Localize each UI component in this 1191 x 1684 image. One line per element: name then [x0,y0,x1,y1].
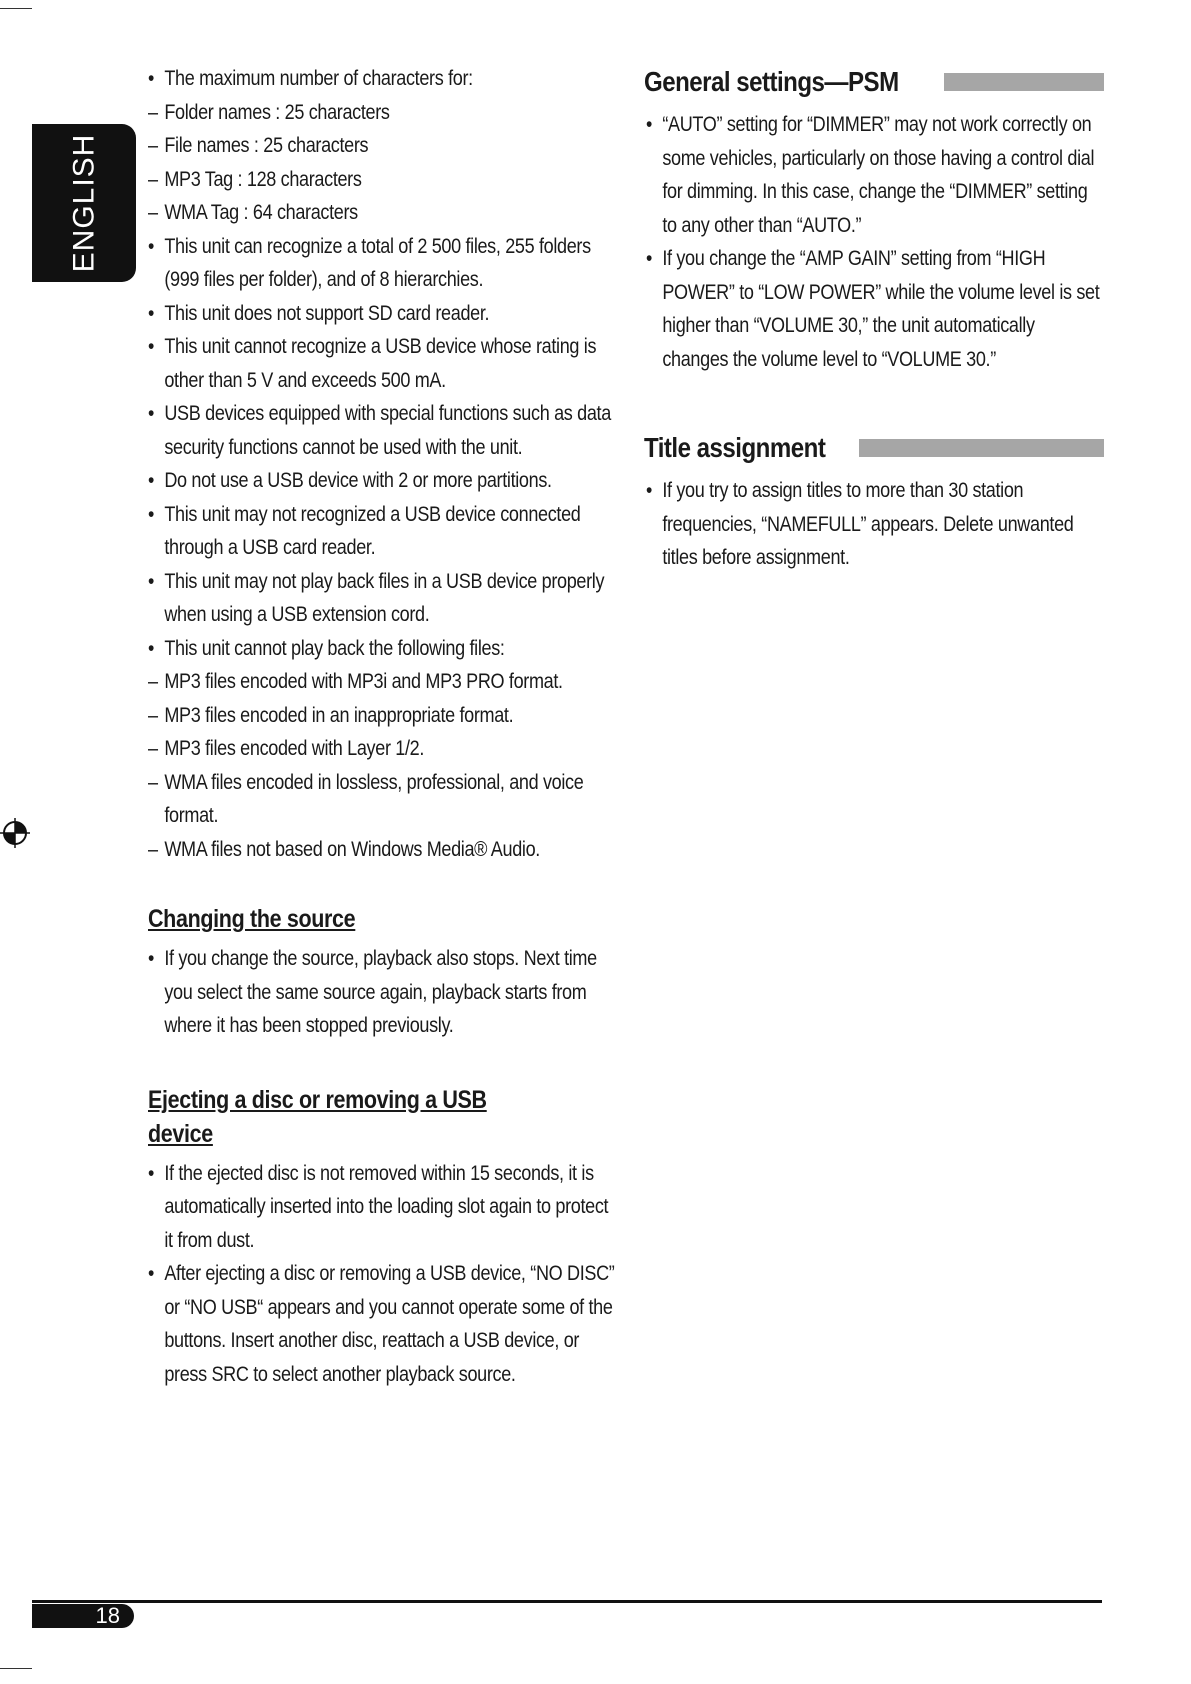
title-assignment-list [646,474,1100,575]
page-number: 18 [32,1604,134,1628]
list-item: • This unit cannot play back the following files: [148,632,617,666]
right-column [646,62,1101,575]
general-settings-list [646,108,1100,376]
list-item: • If you change the source, playback also stops. Next time you select the same source again, playback starts from where it has been stopped previously. [148,942,617,1043]
crop-mark-top [0,8,32,9]
list-item: • “AUTO” setting for “DIMMER” may not work correctly on some vehicles, particularly on those having a control dial for dimming. In this case, change the “DIMMER” setting to any other than “AUTO.” [646,108,1100,242]
general-settings-header [644,62,1104,102]
ejecting-list [148,1157,617,1392]
list-item: • After ejecting a disc or removing a USB device, “NO DISC” or “NO USB“ appears and you cannot operate some of the buttons. Insert another disc, reattach a USB device, or press SRC to select another playback source. [148,1257,617,1391]
list-item: – MP3 files encoded in an inappropriate format. [148,699,617,733]
list-item: – MP3 files encoded with MP3i and MP3 PRO format. [148,665,617,699]
list-item: – MP3 files encoded with Layer 1/2. [148,732,617,766]
title-assignment-header [644,428,1104,468]
language-tab-label: ENGLISH [67,133,100,273]
ejecting-heading: Ejecting a disc or removing a USB device [148,1085,487,1148]
heading-bar [859,439,1104,457]
general-settings-heading: General settings—PSM [644,66,899,97]
crop-mark-bottom [0,1668,32,1669]
file-limitations-list [148,62,617,866]
title-assignment-heading: Title assignment [644,432,826,463]
list-item: • If the ejected disc is not removed within 15 seconds, it is automatically inserted into the loading slot again to protect it from dust. [148,1157,617,1258]
list-item: • This unit does not support SD card reader. [148,297,617,331]
footer-rule [32,1600,1102,1603]
registration-mark-icon [0,818,30,848]
list-item: – WMA files encoded in lossless, professional, and voice format. [148,766,617,833]
list-item: – File names : 25 characters [148,129,617,163]
language-tab [32,124,136,282]
list-item: • This unit can recognize a total of 2 500 files, 255 folders (999 files per folder), and of 8 hierarchies. [148,230,617,297]
list-item: – Folder names : 25 characters [148,96,617,130]
list-item: • The maximum number of characters for: [148,62,617,96]
changing-source-list [148,942,617,1043]
list-item: • This unit may not play back files in a USB device properly when using a USB extension cord. [148,565,617,632]
list-item: • If you change the “AMP GAIN” setting from “HIGH POWER” to “LOW POWER” while the volume level is set higher than “VOLUME 30,” the unit automatically changes the volume level to “VOLUME 30.” [646,242,1100,376]
list-item: – WMA files not based on Windows Media® Audio. [148,833,617,867]
changing-source-heading: Changing the source [148,905,356,933]
list-item: – MP3 Tag : 128 characters [148,163,617,197]
heading-bar [944,73,1104,91]
list-item: • USB devices equipped with special functions such as data security functions cannot be used with the unit. [148,397,617,464]
list-item: • This unit cannot recognize a USB device whose rating is other than 5 V and exceeds 500 mA. [148,330,617,397]
left-column [148,62,618,1391]
list-item: • If you try to assign titles to more than 30 station frequencies, “NAMEFULL” appears. Delete unwanted titles before assignment. [646,474,1100,575]
list-item: • Do not use a USB device with 2 or more partitions. [148,464,617,498]
list-item: • This unit may not recognized a USB device connected through a USB card reader. [148,498,617,565]
list-item: – WMA Tag : 64 characters [148,196,617,230]
